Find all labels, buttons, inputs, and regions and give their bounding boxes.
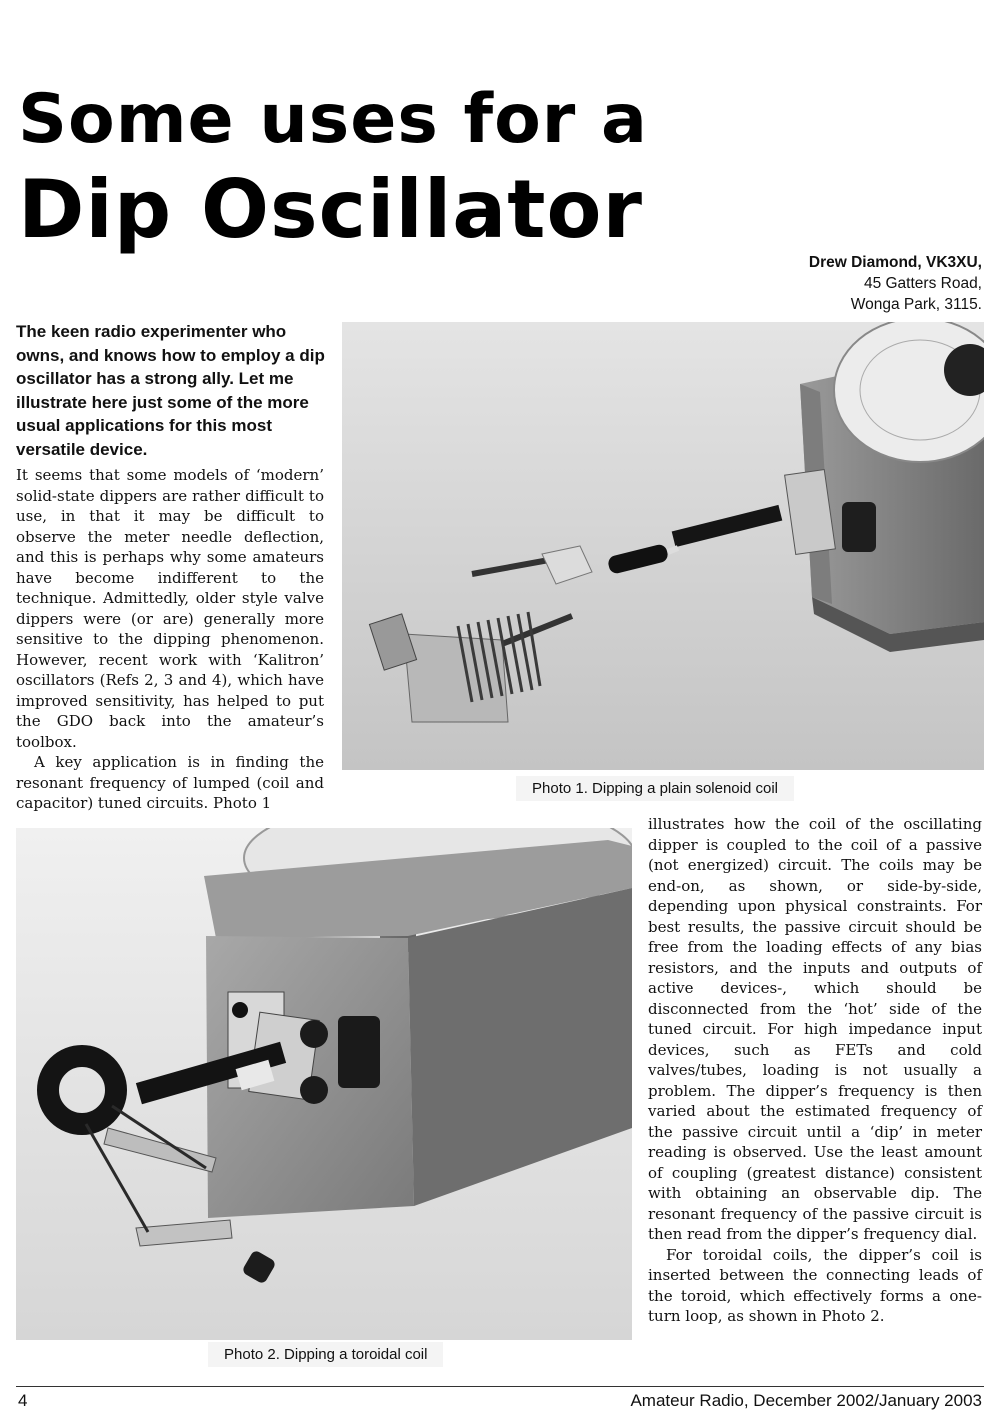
body-paragraph: A key application is in finding the resonant frequency of lumped (coil and capacitor) tuned circuits. Photo 1 [16,753,324,812]
photo-1 [342,322,984,770]
photo-1-caption: Photo 1. Dipping a plain solenoid coil [516,776,794,801]
body-column-2 [648,814,982,1327]
author-address-line-1: 45 Gatters Road, [863,275,982,292]
footer-rule [16,1386,984,1387]
publication-info: Amateur Radio, December 2002/January 2003 [630,1391,982,1410]
photo-2 [16,828,632,1340]
author-name: Drew Diamond, VK3XU, [808,254,982,271]
body-paragraph: illustrates how the coil of the oscillating dipper is coupled to the coil of a passive (not energized) circuit. The coils may be end-on, as shown, or side-by-side, depending upon physical constraints. For best results, the passive circuit should be free from the loading effects of any bias resistors, and the inputs and outputs of active devices-, which should be disconnected from the ‘hot’ side of the tuned circuit. For high impedance input devices, such as FETs and cold valves/tubes, loading is not usually a problem. The dipper’s frequency is then varied about the estimated frequency of the passive circuit until a ‘dip’ in meter reading is observed. Use the least amount of coupling (greatest distance) consistent with obtaining an observable dip. The resonant frequency of the passive circuit is then read from the dipper’s frequency dial. [648,815,982,1243]
title-line-1: Some uses for a [18,80,648,159]
author-block [809,252,982,315]
body-paragraph: It seems that some models of ‘modern’ solid-state dippers are rather difficult to use, in that it may be difficult to observe the meter needle deflection, and this is perhaps why some amateurs have become indifferent to the technique. Admittedly, older style valve dippers were (or are) generally more sensitive to the dipping phenomenon. However, recent work with ‘Kalitron’ oscillators (Refs 2, 3 and 4), which have improved sensitivity, has helped to put the GDO back into the amateur’s toolbox. [16,466,324,751]
photo-1-image [342,322,984,770]
photo-2-image [16,828,632,1340]
body-column-1 [16,465,324,814]
title-line-2: Dip Oscillator [18,163,643,256]
body-paragraph: For toroidal coils, the dipper’s coil is inserted between the connecting leads of the toroid, which effectively forms a one-turn loop, as shown in Photo 2. [648,1245,982,1325]
page-number: 4 [18,1391,28,1410]
author-address-line-2: Wonga Park, 3115. [850,296,982,313]
photo-2-caption: Photo 2. Dipping a toroidal coil [208,1342,443,1367]
lead-paragraph: The keen radio experimenter who owns, and knows how to employ a dip oscillator has a strong ally. Let me illustrate here just some of the more usual applications for this most versatile device. [16,322,325,459]
